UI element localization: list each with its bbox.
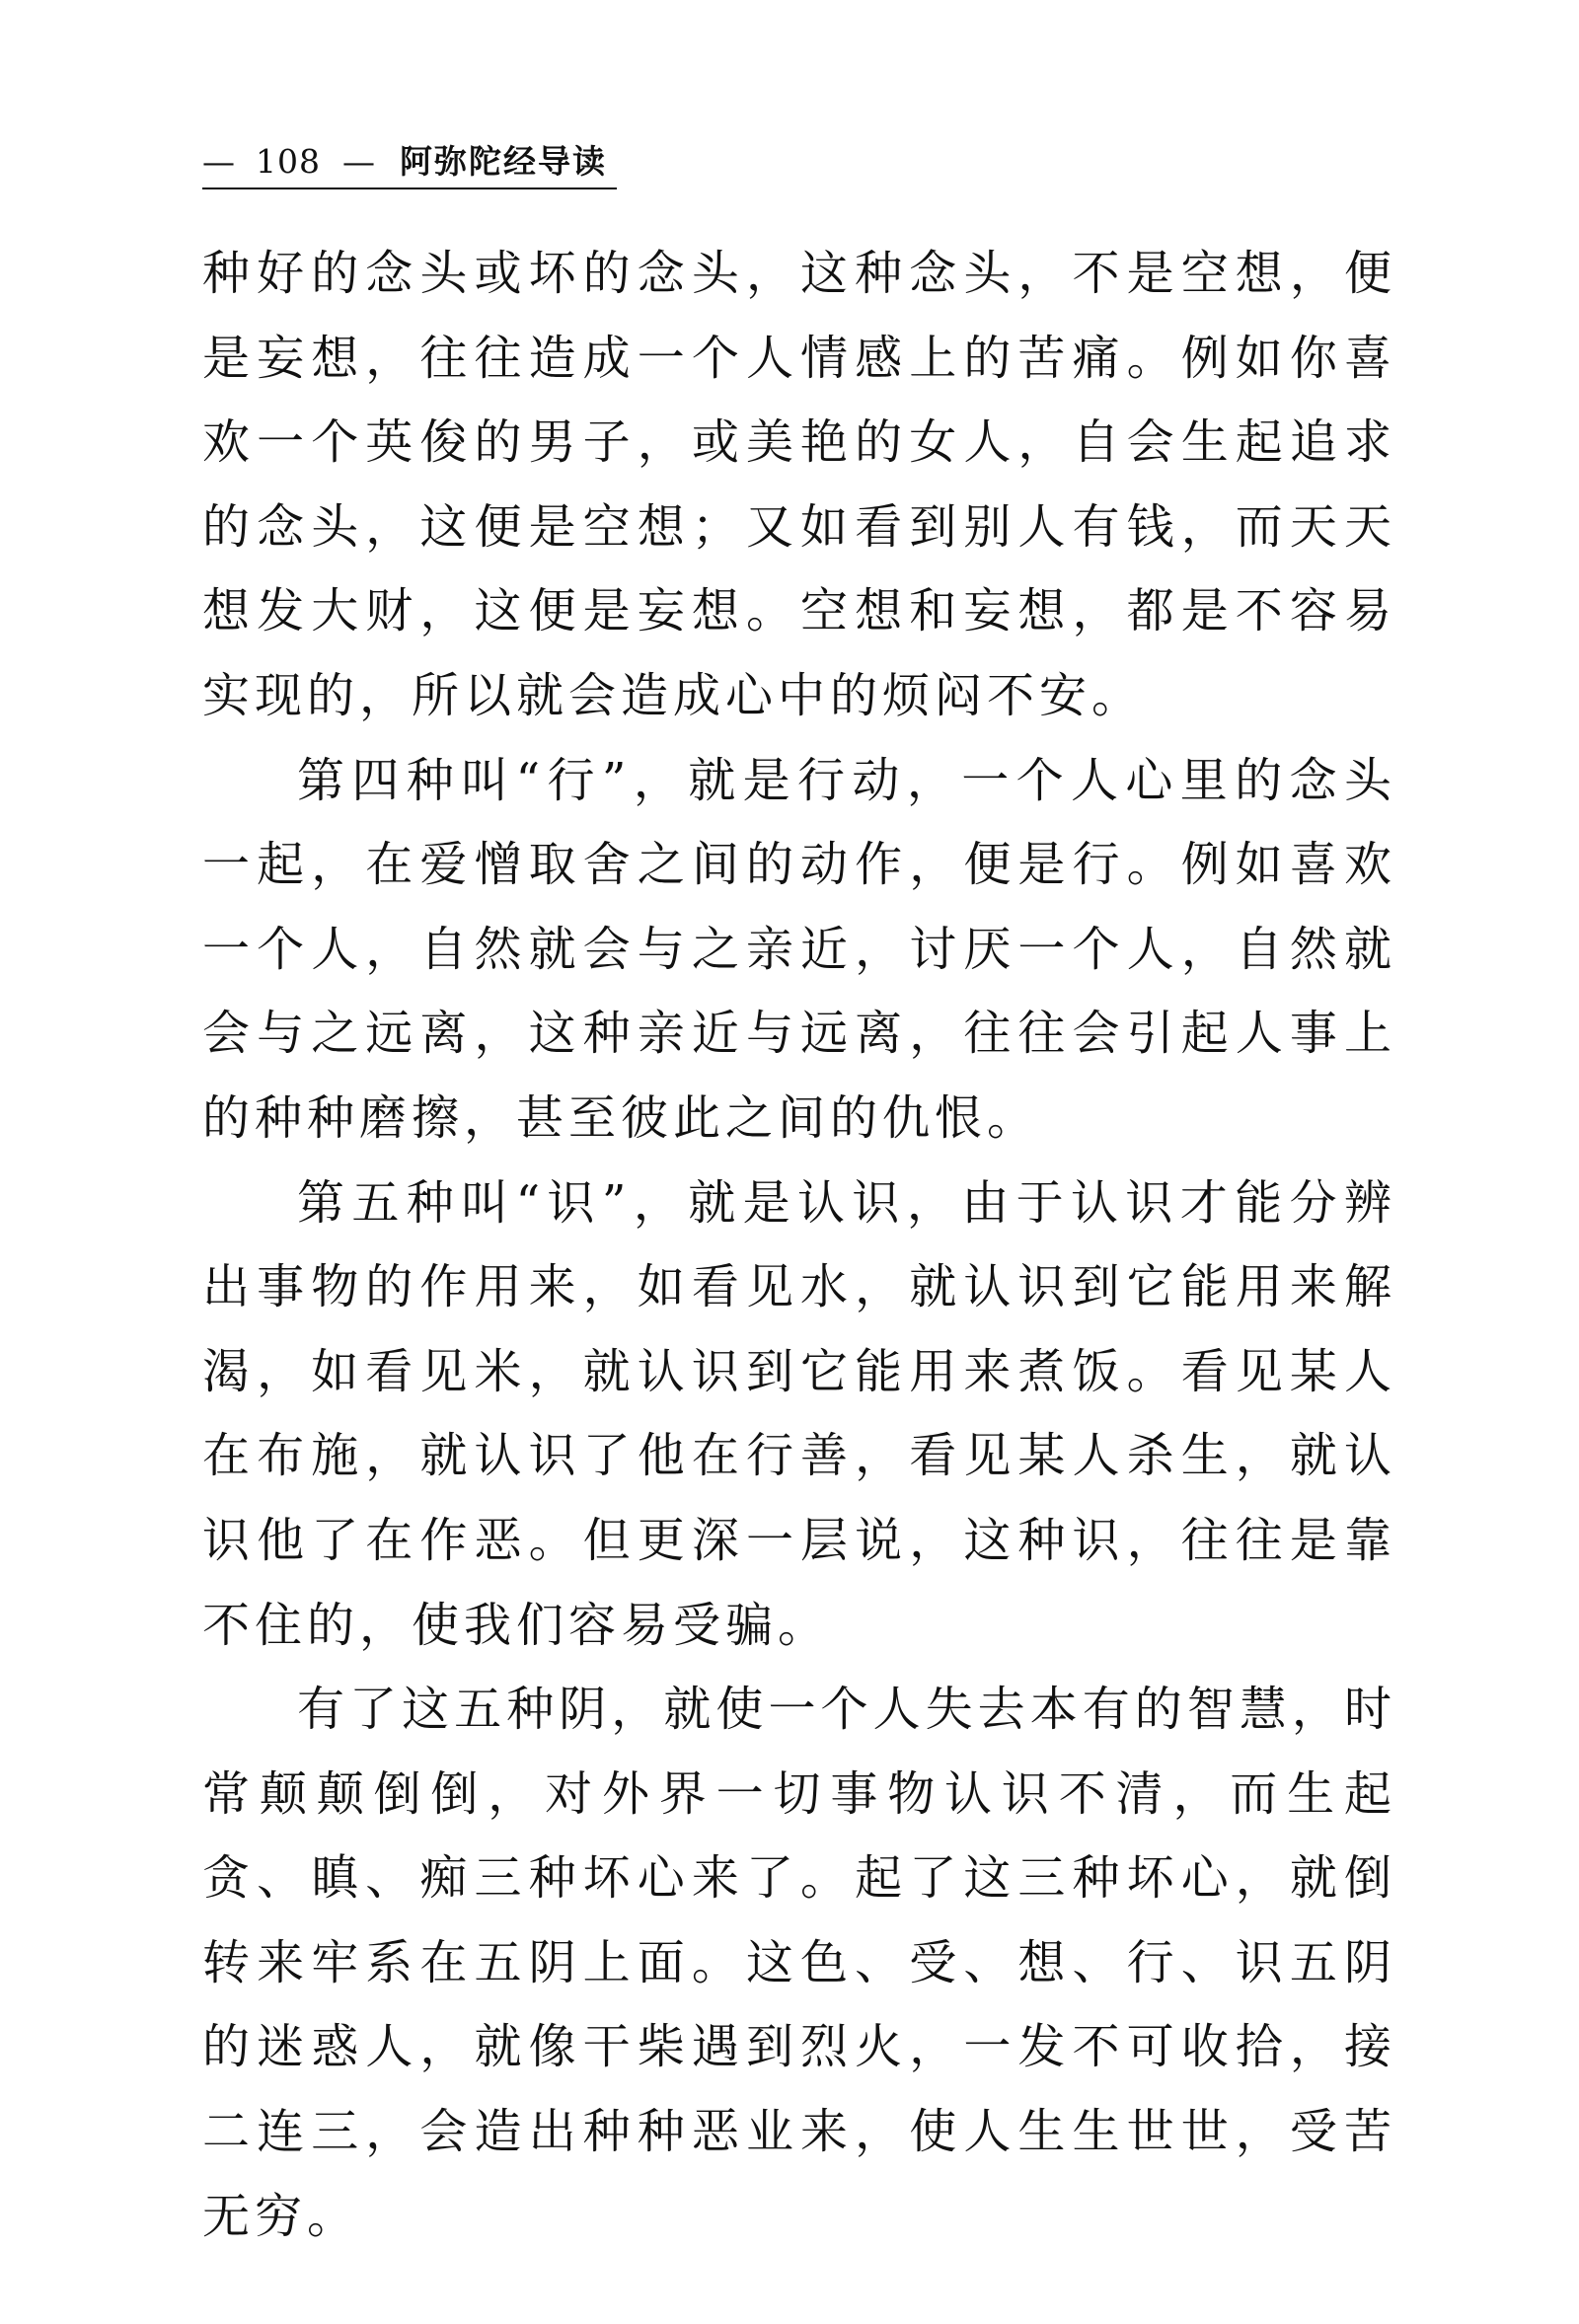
header-line (202, 136, 617, 183)
paragraph: 有了这五种阴，就使一个人失去本有的智慧，时常颠颠倒倒，对外界一切事物认识不清，而生起贪、瞋、痴三种坏心来了。起了这三种坏心，就倒转来牢系在五阴上面。这色、受、想、行、识五阴的迷惑人，就像干柴遇到烈火，一发不可收拾，接二连三，会造出种种恶业来，使人生生世世，受苦无穷。 (202, 1682, 1396, 2244)
header-rule (202, 187, 617, 189)
header-dash-left: — (202, 142, 236, 181)
paragraph-continued: 种好的念头或坏的念头，这种念头，不是空想，便是妄想，往往造成一个人情感上的苦痛。例如你喜欢一个英俊的男子，或美艳的女人，自会生起追求的念头，这便是空想；又如看到别人有钱，而天天想发大财，这便是妄想。空想和妄想，都是不容易实现的，所以就会造成心中的烦闷不安。 (202, 246, 1396, 723)
page-body (202, 232, 1396, 2259)
book-title: 阿弥陀经导读 (400, 142, 607, 181)
running-header (202, 136, 617, 195)
paragraph: 第四种叫“行”，就是行动，一个人心里的念头一起，在爱憎取舍之间的动作，便是行。例如喜欢一个人，自然就会与之亲近，讨厌一个人，自然就会与之远离，这种亲近与远离，往往会引起人事上的种种磨擦，甚至彼此之间的仇恨。 (202, 752, 1396, 1146)
page-number: 108 (256, 142, 321, 181)
paragraph: 第五种叫“识”，就是认识，由于认识才能分辨出事物的作用来，如看见水，就认识到它能用来解渴，如看见米，就认识到它能用来煮饭。看见某人在布施，就认识了他在行善，看见某人杀生，就认识他了在作恶。但更深一层说，这种识，往往是靠不住的，使我们容易受骗。 (202, 1174, 1396, 1653)
header-dash-right: — (342, 142, 376, 181)
